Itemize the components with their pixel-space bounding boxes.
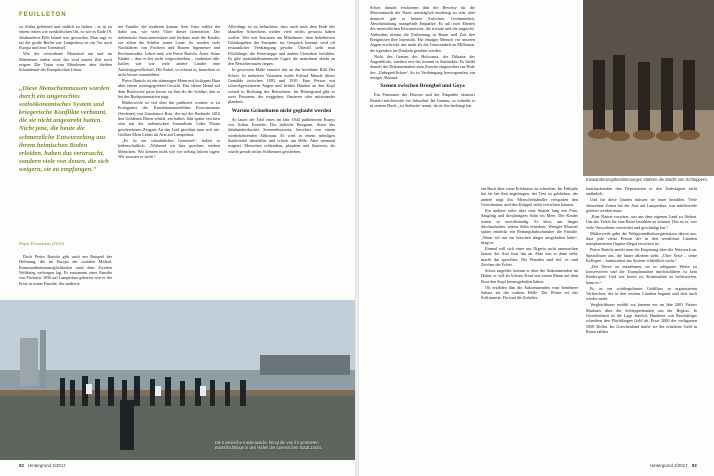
page-number: 92 (19, 463, 24, 468)
photo-caption-left: Die tunesische Küstenwache bringt die von ihr geretteten Bootsflüchtlinge in den Hafen der tunesischen Stadt Zarzis. (215, 440, 323, 450)
column-1-bottom (19, 254, 112, 300)
footer-right (650, 463, 700, 468)
paragraph: kontfaschenden den Deportierten in den Todeslagern nicht unähnlich. (586, 186, 697, 197)
publication-name: Hintergrund 3/2017 (28, 463, 66, 468)
paragraph: „Es ist ein schmähliches Gemetzel“, äußert er leidenschaftlich. „Während wir hier sprechen, sterben Menschen. Wir können nicht wie vor siebzig Jahren sagen: Wir wussten es nicht.“ (118, 138, 220, 160)
paragraph: So lautet der Titel eines im Jahr 1944 publizierten Essays von Arthur Koestler. Der jüdische Emigrant, Autor des Jahrhundertbuches Sonnenfinsternis, berichtet von einem wiederkehrenden Albtraum: Er wird in einem nebeligen Stadtviertel überfallen und schreit um Hilfe. Aber niemand reagiert. Menschen schlendern, plaudern und flanieren, als würde gerade nichts Schlimmes geschehen. (228, 116, 335, 154)
paragraph: Doch Pietro Bartolo gibt auch ein Beispiel der Hoffnung, die im Europa der sozialen Mitleid. Kommunikationsmöglichkeiten nach dem Zweiten Weltkrieg verborgen lag. Er entstammt einer Familie von Fischern. 1956 auf Lampedusa geboren, war er der Erste in seiner Familie, der studierte. (19, 254, 112, 286)
publication-name: Hintergrund 3/2017 (650, 463, 688, 468)
paragraph: Wie der verstorbene Mauertod am und im Mittelmeer enden wird, das wird unsere Zeit noch zeigen. Die Toten vom Mittelmeer aber bleiben Schandmale der Europäischen Union. (19, 51, 112, 73)
paragraph: „Eine Nation vorwärts, um aus dem eigenen Land zu fliehen. Um das Ticket für eine Reise bezahlen zu können. Das ist es, was viele Verstorbene vernichtet und geschädigt hat.“ (586, 213, 697, 230)
paragraph: Mittlerweile gehe die Weltgesundheitsorganisation davon aus, dass jede vierte Person der in den westlichen Ländern transplantierten Organe illegal erworben ist. (586, 230, 697, 247)
paragraph: Pietro Bartolo merkt man die Empörung über die Netzwerk an. Spezialisten aus, die hinter alledem steht. „Über Ärzte – seine Kollegen – funktioniert das System schließlich nicht.“ (586, 247, 697, 263)
paragraph: Schon ungefähr kommt er über die Ankommenden im Hafen, er soll als kleines Kind von einem Mann auf dem Boot den Kopf herausgehalten haben. (481, 267, 578, 284)
pull-quote-source: Papst Franziskus (2016) (19, 241, 65, 246)
paragraph: ein Buch über seine Erlebnisse zu schreiben. Im Frühjahr hat sie bei ihm angefangen, der Text ist geblieben, der andere trägt ihn. Menschenhändler verspotten den Gestorbenen, und den Krüppel nicht verrichten können. (481, 186, 578, 208)
feet-photo (583, 0, 714, 176)
paragraph: „Der Nerve zu entnehmen, sie in adäquater Weise zu konservieren und die Transplantation durchzuführen ist kein Kinderspiel. Und wer bereit ist, Kriminalität zu befürworten, kann es.“ (586, 263, 697, 285)
section-kicker: FEUILLETON (19, 12, 67, 18)
paragraph: Ein Panorama des Horrors und der Empathie skizziert Bartolo mittlerweile ein Jahrzehnt. Im Ganzen, so schreibt er in seinem Buch, „ist Stalterin“ nennt, da sie ihn bedrängt hat. (370, 92, 475, 109)
subheading: Szenen zwischen Brueghel und Goya (380, 83, 465, 90)
column-3 (228, 24, 335, 300)
feet-illustration (583, 0, 714, 176)
photo-caption-right: Einwanderungsbestimmungen stärken die Macht von Schleppern. (586, 177, 708, 182)
harbor-photo (0, 300, 355, 460)
pull-quote: „Diese Menschenmassen wurden durch ein ungerechtes sozioökonomisches System und kriegerische Konflikte verbannt, die sie nicht angestrebt hatten. Nicht jene, die heute die schmerzliche Entwurzelung aus ihrem heimischen Boden erleiden, haben das verursacht, sondern viele von denen, die sich weigern, sie zu empfangen.“ (19, 85, 110, 173)
paragraph: ner Familie, der studieren konnte. Sein Vater wählte ihn dafür aus, wie viele Väter dieser Generation. Der italienische Staat unterstützte und förderte auch die Kinder, vor allem die Schüler armer Leute. So wurden viele Nachfahren von Fischern und Bauern Ingenieure und Rechtsanwälte, Lehrer und, wie Pietro Bartolo, Ärzte. Seine Kinder – dass es bei nicht vorgeschrieben – studierten alle. Italien war wie viele andere Länder eine Aufstiegsgesellschaft. Die Enkel, so scheint es, brauchten es nicht besser auszubilden. (118, 24, 220, 78)
paragraph: Pietro Bartolo ist ein stämmiger Mann mit lockigem Haar über einem wettergegerbten Gesicht. Das offene Hemd auf dem Buchcover passt besser zu ihm als der Schlips, den er bei der Buchpräsentation trägt. (118, 78, 220, 100)
column-5 (481, 186, 578, 460)
paragraph: Es ist ein wohlregulierter Geldfluss in organisierten Verbrechen, der in den reichen Ländern beginnt und dort auch wieder endet. (586, 285, 697, 302)
paragraph: In gewissem Maße erinnert das an das berühmte Bild Der Schrei. In mehreren Varianten malte Edvard Munch dieses Gemälde zwischen 1893 und 1910. Eine Person mit schreckgeweitetem Augen und beiden Händen an den Kopf schreit in Richtung des Betrachters. Im Hintergrund gibt es zwei Personen, die weggehen, flanieren oder miteinander plaudern. (228, 67, 335, 105)
paragraph: zu Afrika gehörend und südlich zu Italien – es ist zu einem realen wie symbolischen Ort, so wie es Ende 19. Jahrhunderts Ellis Island war, geworden. Man sagt, es sei der große Berlin war Lampedusa ist ein Tor nach Europa und eine Toteninsël. (19, 24, 112, 51)
paragraph: Mittlerweile ist viel über ihn publiziert worden; er ist Protagonist des Kinodokumentarfilms Fuocoammare (Seefeuer) von Gianfranco Rosi, der auf der Berlinale 2016 den Goldenen Bären erhielt, ein halbes Jahr später erschien sein mit der italienischen Journalistin Lidia Tilotta geschriebenes Zeugnis An das Leid gewöhnt man sich nie. Größtes Mein Leben als Arzt auf Lampedusa. (118, 100, 220, 138)
paragraph: Einmal will sich einer aus Nigeria nicht untersuchen lassen, der Arzt fasst ihn an. Aber was er dann sieht, macht ihn sprachlos. Die Wunden sind tief, es sind Zeichen der Folter. (481, 245, 578, 267)
column-1-top (19, 24, 112, 82)
paragraph: Und für diese Qualen müssen sie teuer bezahlen. Viele Jahrzehnte Zeiten hat der Arzt auf Lampedusa, was mittlerweile gefeiert werden muss. (586, 197, 697, 213)
paragraph: Vergleichbares erzählt vor kurzem ein im Jahr 2001 Pietros Markaris über die Schlepperbanden aus der Region. In Griechenland ist die Lage ähnlich, Hunderte von Beschäftigte schreiben den Flüchtlingen Geld ab. Etwa 2000 der verlagerten 5000 Dollar. Im Griechenland darfte sie die erhaltene Geld in Raten zahlen. (586, 302, 697, 335)
paragraph: Oft erzählen ihm die Ankommenden vom Sandmeer Sahara als der wahren Hölle. Die Wüste sei das Schlimmste. Da sind die Zuhälter... (481, 284, 578, 301)
harbor-illustration (0, 300, 355, 460)
column-2 (118, 24, 220, 300)
subheading: Warum Gräueltaten nicht geglaubt werden (231, 107, 332, 114)
paragraph: Ein anderer teilte über eine Stunde lang mit Frau, Säugling und dreijährigem Sohn im Meer. Die Kinder waren so unvollständig. Er lässt, um länger durchzuhalten, seinen Sohn ertrinken. Weniger Monster später entdeckt ein Rettungshubschrauber die Familie. „Wenn ich nur ein bisschen länger ausgehalten hätte“, klagt er. (481, 207, 578, 246)
footer-left (19, 463, 66, 468)
paragraph: Allerdings ist zu befürchten, dass auch nach dem Ende des aktuellen Schreckens wieder viele nichts gewusst haben wollen. Wer mit Touristen am Mittelmeer: dem beliebtesten Urlaubsgebiet der Europäer, ins Gespräch kommt, wird oft erstaunlicher Verdrängung gewahr. Überall sieht man Flüchtlinge, die Feuertreppe und andere Utensilien befühlen. Es gibt staatsbildhmännische Lager, die manchmal direkt an den Besucherrouten liegen. (228, 24, 335, 67)
paragraph: Schon damals erschienen ihm die Beweise für die Massenmorde der Nazis unerträglich eindeutig zu sein, aber dennoch gab es keinen Aufschrei. Gestimmtheit, Abwehrhaltung, mangelnde Empathie. Es sah zwei Ebenen des menschlichen Bewusstseins, die triviale und die tragische. Außerdem nimmt die Entfernung in Raum und Zeit den Ereignissen ihre Intensität. Ein einziger Mensch vor unseren Augen erschreckt uns mehr als die Grausamkeit an Millionen, die irgendwo im Dunkeln gesehen werden. (370, 5, 475, 53)
column-6 (586, 186, 697, 460)
column-4 (370, 5, 475, 460)
paragraph: Nicht das Grauen des Holocaust, der Diktatur des Augenblicks, sondern erst das kommt in Statistiken. Es bleibt damals der Dokumentation zum Zwecke eingeordnet zur Rede des „Unbegreiflichen“. So ist Verdrängung hervorgerufen, ein riesiger Abstand. (370, 53, 475, 81)
page-number: 93 (691, 463, 697, 468)
